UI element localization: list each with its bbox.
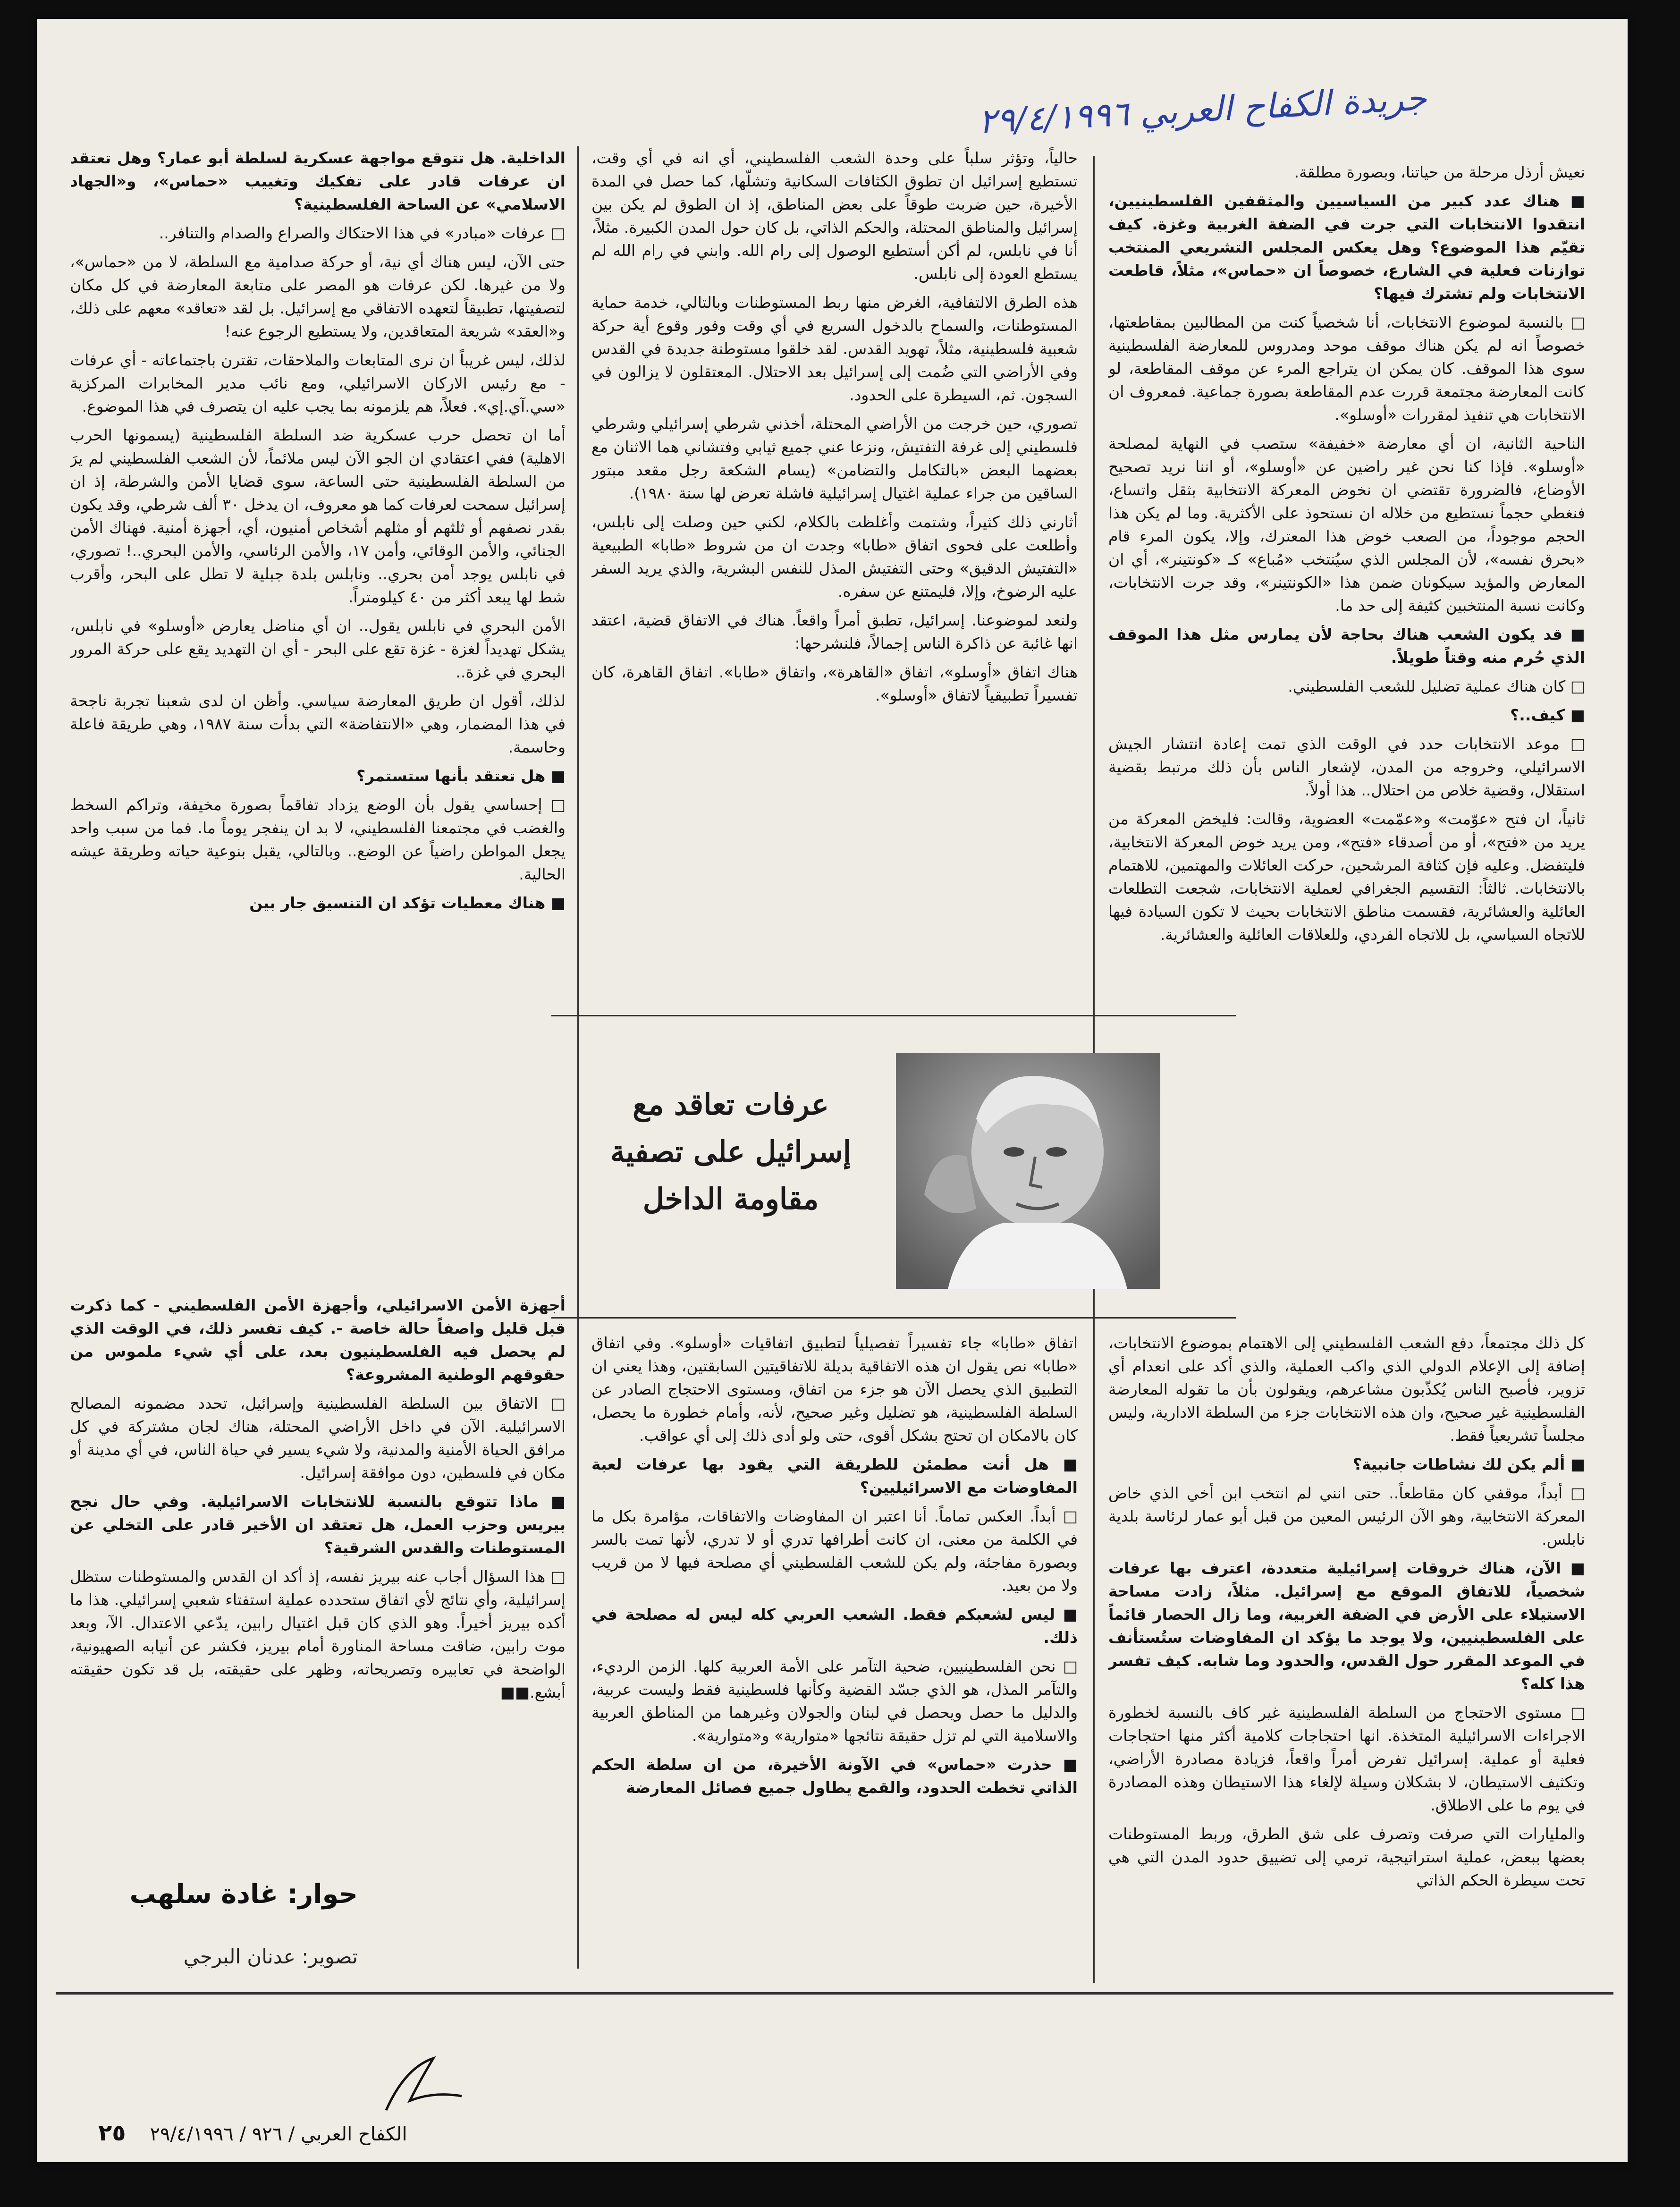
page-number: ٢٥	[98, 2120, 126, 2146]
interview-question: ■ هناك عدد كبير من السياسيين والمثقفين الفلسطينيين، انتقدوا الانتخابات التي جرت في الضفة الغربية وغزة. كيف تقيّم هذا الموضوع؟ وهل يعكس المجلس التشريعي المنتخب توازنات فعلية في الشارع، خصوصاً ان «حماس»، مثلاً، قاطعت الانتخابات ولم تشترك فيها؟	[1108, 192, 1585, 303]
interview-answer: لذلك، أقول ان طريق المعارضة سياسي. وأظن ان لدى شعبنا تجربة ناجحة في هذا المضمار، وهي «الانتفاضة» التي بدأت سنة ١٩٨٧، وهي طريقة فاعلة وحاسمة.	[70, 692, 566, 756]
page-footer	[98, 2120, 570, 2153]
handwritten-signature	[377, 2049, 471, 2120]
interview-answer: □ الاتفاق بين السلطة الفلسطينية وإسرائيل، تحدد مضمونه المصالح الاسرائيلية. الآن في داخل الأراضي المحتلة، هناك لجان مشتركة في كل مرافق الحياة الأمنية والمدنية، ولا شيء يسير في حياة الناس، في أي مدينة أو مكان في فلسطين، دون موافقة إسرائيل.	[70, 1394, 566, 1482]
headline-line: مقاومة الداخل	[642, 1182, 819, 1216]
interview-answer: أما ان تحصل حرب عسكرية ضد السلطة الفلسطينية (يسمونها الحرب الاهلية) ففي اعتقادي ان الجو الآن ليس ملائماً، لأن الشعب الفلسطيني لم يرَ من السلطة الفلسطينية حتى الساعة، سوى قضايا الأمن والشرطة، إذ ان إسرائيل سمحت لعرفات كما هو معروف، ان يدخل ٣٠ ألف شرطي، وقد يكون بقدر نصفهم أو ثلثهم أو مثلهم أشخاص أمنيون، أي، أجهزة أمنية. فهناك الأمن الجنائي، والأمن الوقائي، وأمن ١٧، والأمن الرئاسي، والأمن البحري..! تصوري، في نابلس يوجد أمن بحري.. ونابلس بلدة جبلية لا تطل على البحر، وأقرب شط لها يبعد أكثر من ٤٠ كيلومتراً.	[70, 426, 566, 606]
column-right-bottom	[1108, 1331, 1585, 1992]
interview-answer: والمليارات التي صرفت وتصرف على شق الطرق، وربط المستوطنات بعضها ببعض، عملية استراتيجية، ترمي إلى تضييق حدود المدن التي هي تحت سيطرة الحكم الذاتي	[1108, 1825, 1585, 1889]
interview-answer: تصوري، حين خرجت من الأراضي المحتلة، أخذني شرطي إسرائيلي وشرطي فلسطيني إلى غرفة التفتيش، ونزعا عني جميع ثيابي وفتشاني هما الاثنان مع بعضهما البعض «بالتكامل والتضامن» (يسام الشكعة رجل مقعد مبتور الساقين من جراء عملية اغتيال إسرائيلية فاشلة تعرض لها سنة ١٩٨٠).	[591, 414, 1078, 502]
interview-answer: ولنعد لموضوعنا. إسرائيل، تطبق أمراً واقعاً. هناك في الاتفاق قضية، اعتقد انها غائبة عن ذاكرة الناس إجمالاً، فلنشرحها:	[591, 611, 1078, 652]
article-headline	[591, 1081, 870, 1279]
interview-question: أجهزة الأمن الاسرائيلي، وأجهزة الأمن الفلسطيني - كما ذكرت قبل قليل واصفاً حالة خاصة -. كيف تفسر ذلك، في الوقت الذي لم يحصل فيه الفلسطينيون بعد، على أي شيء ملموس من حقوقهم الوطنية المشروعة؟	[70, 1296, 566, 1384]
interview-answer: □ هذا السؤال أجاب عنه بيريز نفسه، إذ أكد ان القدس والمستوطنات ستظل إسرائيلية، وأي نتائج لأي اتفاق ستحدده عملية استفتاء شعبي إسرائيلي. هذا ما أكده بيريز أخيراً. وهو الذي كان قبل اغتيال رابين، يدّعي الاعتدال. الآ، وبعد موت رابين، ضاقت مساحة المناورة أمام بيريز، فكشر عن أنيابه الصهيونية، الواضحة في تعابيره وتصريحاته، وظهر على حقيقته، بل قد تكون حقيقته أبشع.■■	[70, 1567, 566, 1701]
interview-answer: □ كان هناك عملية تضليل للشعب الفلسطيني.	[1288, 677, 1585, 695]
handwritten-source-note: جريدة الكفاح العربي ٢٩/٤/١٩٩٦	[977, 78, 1428, 141]
interview-answer: الناحية الثانية، ان أي معارضة «خفيفة» ستصب في النهاية لمصلحة «أوسلو». فإذا كنا نحن غير راضين عن «أوسلو»، أو اننا نريد تصحيح الأوضاع، فالضرورة تقتضي ان نخوض المعركة الانتخابية بثقل واتساع، فنغطي حجماً نستطيع من خلاله ان نستحوذ على الأكثرية. وما لم يكن هذا الحجم موجوداً، من الصعب خوض هذا المعترك، وإلا، يكون المرء قام «بحرق نفسه»، لأن المجلس الذي سيُنتخب «مُباع» كـ «كونتينر»، أي ان المعارض والمؤيد سيكونان ضمن هذا «الكونتينر»، وقد جرت الانتخابات، وكانت نسبة المنتخبين كثيفة إلى حد ما.	[1108, 434, 1585, 615]
interview-question: ■ هل تعتقد بأنها ستستمر؟	[356, 767, 566, 785]
interviewer-credit: حوار: غادة سلهب	[129, 1879, 358, 1910]
photographer-credit: تصوير: عدنان البرجي	[183, 1945, 358, 1968]
interview-question: ■ قد يكون الشعب هناك بحاجة لأن يمارس مثل هذا الموقف الذي حُرم منه وقتاً طويلاً.	[1108, 625, 1585, 667]
interview-answer: □ إحساسي يقول بأن الوضع يزداد تفاقماً بصورة مخيفة، وتراكم السخط والغضب في مجتمعنا الفلسطيني، لا بد ان ينفجر يوماً ما. فما من سبب واحد يجعل المواطن راضياً عن الوضع.. وبالتالي، يقبل بنوعية حياته وطريقة عيشه الحالية.	[70, 795, 566, 883]
interview-answer: حتى الآن، ليس هناك أي نية، أو حركة صدامية مع السلطة، لا من «حماس»، ولا من غيرها. لكن عرفات هو المصر على متابعة المعارضة في كل مكان لتصفيتها، تطبيقاً لتعهده الاتفاقي مع إسرائيل. بل لقد «تعاقد» معهم على ذلك، و«العقد» شريعة المتعاقدين، ولا يستطيع الرجوع عنه!	[70, 253, 566, 340]
column-middle-top	[591, 146, 1078, 996]
interview-answer: □ مستوى الاحتجاج من السلطة الفلسطينية غير كاف بالنسبة لخطورة الاجراءات الاسرائيلية المتخذة. انها احتجاجات كلامية أكثر منها احتجاجات فعلية أو عملية. إسرائيل تفرض أمراً واقعاً، فزيادة مصادرة الأراضي، وتكثيف الاستيطان، لا بشكلان وسيلة لإلغاء هذا الاستيطان وهذه المصادرة في يوم ما على الاطلاق.	[1108, 1703, 1585, 1814]
interview-answer: □ أبداً، موقفي كان مقاطعاً.. حتى انني لم انتخب ابن أخي الذي خاض المعركة الانتخابية، وهو الآن الرئيس المعين من قبل أبو عمار لرئاسة بلدية نابلس.	[1108, 1484, 1585, 1548]
interview-question: ■ ألم يكن لك نشاطات جانبية؟	[1352, 1455, 1585, 1473]
portrait-photo	[896, 1053, 1160, 1289]
portrait-photo-graphic	[896, 1053, 1160, 1289]
interview-answer: كل ذلك مجتمعاً، دفع الشعب الفلسطيني إلى الاهتمام بموضوع الانتخابات، إضافة إلى الإعلام الدولي الذي واكب العملية، والذي أكد على انعدام أي تزوير، فأصبح الناس يُكذّبون مشاعرهم، ويقولون بأن ما تقوله المعارضة الفلسطينية غير صحيح، وان هذه الانتخابات جزء من السلطة الادارية، وليس مجلساً تشريعياً فقط.	[1108, 1334, 1585, 1445]
interview-answer: لذلك، ليس غريباً ان نرى المتابعات والملاحقات، تقترن باجتماعاته - أي عرفات - مع رئيس الاركان الاسرائيلي، ومع نائب مدير المخابرات المركزية «سي.آي.إي». فعلاً، هم يلزمونه بما يجب عليه ان يتصرف في هذا الموضوع.	[70, 351, 566, 415]
interview-answer: حالياً، وتؤثر سلباً على وحدة الشعب الفلسطيني، أي انه في أي وقت، تستطيع إسرائيل ان تطوق الكثافات السكانية وتشلّها، كما حصل في المدة الأخيرة، حين ضربت طوقاً على بعض المناطق، إذ ان الطوق لم يكن بين إسرائيل والمناطق المحتلة، والحكم الذاتي، بل كان حول المدن الكبيرة. مثلاً، أنا في نابلس، لم أكن أستطيع الوصول إلى رام الله. وابني في رام الله لم يستطع العودة إلى نابلس.	[591, 149, 1078, 283]
newspaper-clipping	[37, 19, 1628, 2162]
interview-question: ■ ماذا تتوقع بالنسبة للانتخابات الاسرائيلية. وفي حال نجح بيريس وحزب العمل، هل تعتقد ان الأخير قادر على التخلي عن المستوطنات والقدس الشرقية؟	[70, 1492, 566, 1557]
interview-answer: □ بالنسبة لموضوع الانتخابات، أنا شخصياً كنت من المطالبين بمقاطعتها، خصوصاً انه لم يكن هناك موقف موحد ومدروس للمعارضة الفلسطينية سوى هذا الموقف. كان يمكن ان يتراجع المرء عن موقف المقاطعة، لو كانت المعارضة مجتمعة قررت عدم المقاطعة بصورة جماعية. فمعروف ان الانتخابات هي تنفيذ لمقررات «أوسلو».	[1108, 313, 1585, 424]
footer-rule	[56, 1992, 1613, 1995]
interview-answer: ثانياً، ان فتح «عوّمت» و«عمّمت» العضوية، وقالت: فليخض المعركة من يريد من «فتح»، أو من أصدقاء «فتح»، ومن يريد خوض المعركة الانتخابية، فليتفضل. وعليه فإن كثافة المرشحين، حركت العائلات والمهتمين، للاهتمام بالانتخابات. ثالثاً: التقسيم الجغرافي لعملية الانتخابات، شجعت التطلعات العائلية والعشائرية، فقسمت مناطق الانتخابات بحيث لا تكون السيادة فيها للاتجاه السياسي، بل للاتجاه الفردي، وللعلاقات العائلية والعشائرية.	[1108, 810, 1585, 944]
headline-rule-top	[551, 1015, 1236, 1016]
interview-question: ■ هناك معطيات تؤكد ان التنسيق جار بين	[249, 894, 566, 912]
column-middle-bottom	[591, 1331, 1078, 1983]
interview-answer: أثارني ذلك كثيراً، وشتمت وأغلظت بالكلام، لكني حين وصلت إلى نابلس، وأطلعت على فحوى اتفاق «طابا» وجدت ان من شروط «طابا» الطبيعية «التفتيش الدقيق» وحتى التفتيش المذل للنفس البشرية، والذي يريد السفر عليه الرضوخ، وإلا، فليمتنع عن سفره.	[591, 513, 1078, 600]
column-right-top	[1108, 161, 1585, 1010]
interview-question: ■ الآن، هناك خروقات إسرائيلية متعددة، اعترف بها عرفات شخصياً، للاتفاق الموقع مع إسرائيل. مثلاً، زادت مساحة الاستيلاء على الأرض في الضفة الغربية، وما زال الحصار قائماً على الفلسطينيين، ولا يوجد ما يؤكد ان المفاوضات ستُستأنف في الموعد المقرر حول القدس، والحدود وما شابه. كيف تفسر هذا كله؟	[1108, 1559, 1585, 1693]
interview-answer: □ نحن الفلسطينيين، ضحية التآمر على الأمة العربية كلها. الزمن الرديء، والتآمر المذل، هو الذي جسّد القضية وكأنها فلسطينية فقط وليست عربية، والدليل ما حصل ويحصل في لبنان والجولان وغيرهما من المناطق العربية والاسلامية التي لم تزل حقيقة نتائجها «متوارية» و«متوارية».	[591, 1657, 1078, 1745]
interview-answer: الأمن البحري في نابلس يقول.. ان أي مناضل يعارض «أوسلو» في نابلس، يشكل تهديداً لغزة - غزة تقع على البحر - أي ان التهديد يقع على حركة المرور البحري في غزة..	[70, 617, 566, 681]
interview-answer: □ أبداً. العكس تماماً. أنا اعتبر ان المفاوضات والاتفاقات، مؤامرة بكل ما في الكلمة من معنى، ان كانت أطرافها تدري أو لا تدري، لأنها تمت بالسر وبصورة مفاجئة، ولم يكن للشعب الفلسطيني أي مصلحة فيها لا من قريب ولا من بعيد.	[591, 1507, 1078, 1595]
interview-question: الداخلية. هل تتوقع مواجهة عسكرية لسلطة أبو عمار؟ وهل تعتقد ان عرفات قادر على تفكيك وتغييب «حماس»، و«الجهاد الاسلامي» عن الساحة الفلسطينية؟	[70, 149, 566, 213]
interview-question: ■ حذرت «حماس» في الآونة الأخيرة، من ان سلطة الحكم الذاتي تخطت الحدود، والقمع يطاول جميع فصائل المعارضة	[591, 1755, 1078, 1797]
column-divider	[577, 146, 579, 1969]
headline-line: عرفات تعاقد مع	[633, 1087, 829, 1122]
interview-answer: هذه الطرق الالتفافية، الغرض منها ربط المستوطنات وبالتالي، خدمة حماية المستوطنات، والسماح بالدخول السريع في أي وقت وفور وقوع أية حركة شعبية فلسطينية، مثلاً، تهويد القدس. لقد خلقوا مستوطنة جديدة في القدس وفي الأراضي التي ضُمت إلى إسرائيل بعد الاحتلال. المعتقلون لا يزالون في السجون. ثم، السيطرة على الحدود.	[591, 293, 1078, 404]
interview-question: ■ ليس لشعبكم فقط. الشعب العربي كله ليس له مصلحة في ذلك.	[591, 1605, 1078, 1647]
interview-answer: هناك اتفاق «أوسلو»، اتفاق «القاهرة»، واتفاق «طابا». اتفاق القاهرة، كان تفسيراً تطبيقياً لاتفاق «أوسلو».	[591, 663, 1078, 704]
interview-answer: اتفاق «طابا» جاء تفسيراً تفصيلياً لتطبيق اتفاقيات «أوسلو». وفي اتفاق «طابا» نص يقول ان هذه الاتفاقية بديلة للاتفاقيتين السابقتين، وهذا يعني ان التطبيق الذي يحصل الآن هو جزء من اتفاق، ومستوى الاحتجاج الصادر عن السلطة الفلسطينية، هو تضليل وغير صحيح، لأنه، وأمام خطورة ما يحصل، كان بالامكان ان تحتج بشكل أقوى، حتى ولو أدى ذلك إلى أي عواقب.	[591, 1334, 1078, 1445]
interview-question: ■ كيف..؟	[1510, 706, 1585, 724]
headline-rule-bottom	[551, 1317, 1236, 1319]
publication-issue: الكفاح العربي / ٩٢٦ / ٢٩/٤/١٩٩٦	[150, 2123, 407, 2145]
interview-answer: □ موعد الانتخابات حدد في الوقت الذي تمت إعادة انتشار الجيش الاسرائيلي، وخروجه من المدن، لإشعار الناس بأن ذلك مرتبط بقضية استقلال، وقضية خلاص من احتلال.. هذا أولاً.	[1108, 735, 1585, 799]
interview-answer: نعيش أرذل مرحلة من حياتنا، وبصورة مطلقة.	[1294, 163, 1585, 181]
headline-line: إسرائيل على تصفية	[610, 1134, 852, 1169]
column-left-bottom	[70, 1294, 566, 1874]
interview-answer: □ عرفات «مبادر» في هذا الاحتكاك والصراع والصدام والتنافر..	[159, 224, 566, 242]
column-left-top	[70, 146, 566, 1279]
interview-question: ■ هل أنت مطمئن للطريقة التي يقود بها عرفات لعبة المفاوضات مع الاسرائيليين؟	[591, 1455, 1078, 1497]
